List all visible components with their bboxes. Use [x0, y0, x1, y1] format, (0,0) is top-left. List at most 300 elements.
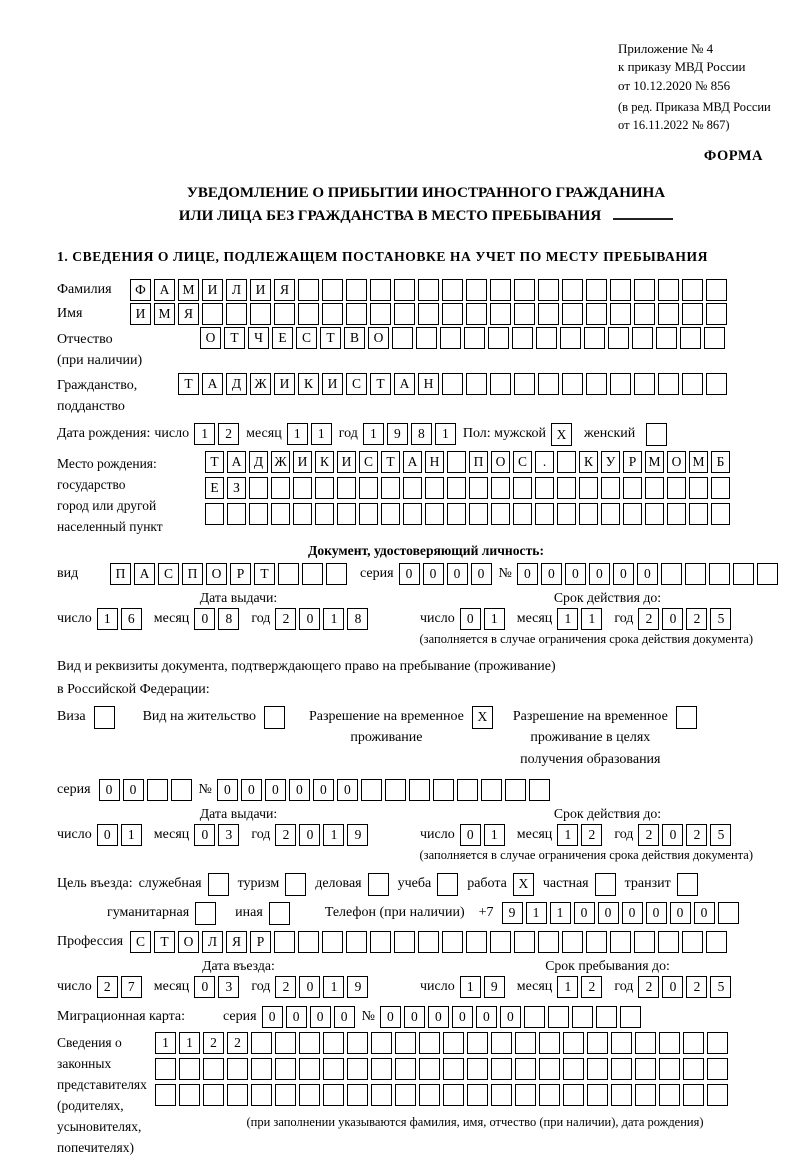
char-box[interactable]: [440, 327, 461, 349]
char-box[interactable]: 0: [310, 1006, 331, 1028]
char-box[interactable]: [203, 1058, 224, 1080]
char-box[interactable]: 0: [334, 1006, 355, 1028]
char-box[interactable]: А: [394, 373, 415, 395]
char-box[interactable]: [302, 563, 323, 585]
char-box[interactable]: А: [403, 451, 422, 473]
char-box[interactable]: [584, 327, 605, 349]
purpose-checkbox-humanitarian[interactable]: [195, 902, 216, 925]
char-box[interactable]: 2: [686, 824, 707, 846]
char-box[interactable]: [227, 503, 246, 525]
char-box[interactable]: Н: [418, 373, 439, 395]
char-box[interactable]: [685, 563, 706, 585]
char-box[interactable]: [403, 477, 422, 499]
char-box[interactable]: 9: [387, 423, 408, 445]
char-box[interactable]: 0: [399, 563, 420, 585]
char-box[interactable]: [443, 1032, 464, 1054]
char-box[interactable]: А: [134, 563, 155, 585]
char-box[interactable]: [371, 1032, 392, 1054]
char-box[interactable]: [395, 1058, 416, 1080]
char-box[interactable]: 2: [638, 608, 659, 630]
char-box[interactable]: 1: [557, 976, 578, 998]
char-box[interactable]: [250, 303, 271, 325]
char-box[interactable]: 2: [638, 976, 659, 998]
char-box[interactable]: [490, 931, 511, 953]
char-box[interactable]: О: [368, 327, 389, 349]
char-box[interactable]: [418, 303, 439, 325]
char-box[interactable]: [395, 1032, 416, 1054]
char-box[interactable]: [326, 563, 347, 585]
char-box[interactable]: 0: [476, 1006, 497, 1028]
char-box[interactable]: [394, 279, 415, 301]
char-box[interactable]: [466, 931, 487, 953]
char-box[interactable]: И: [202, 279, 223, 301]
char-box[interactable]: [659, 1084, 680, 1106]
char-box[interactable]: О: [667, 451, 686, 473]
char-box[interactable]: [611, 1058, 632, 1080]
char-box[interactable]: 2: [686, 976, 707, 998]
char-box[interactable]: 0: [299, 608, 320, 630]
char-box[interactable]: Ч: [248, 327, 269, 349]
char-box[interactable]: [347, 1058, 368, 1080]
purpose-checkbox-other[interactable]: [269, 902, 290, 925]
char-box[interactable]: 1: [323, 824, 344, 846]
char-box[interactable]: [579, 477, 598, 499]
char-box[interactable]: [658, 373, 679, 395]
char-box[interactable]: [513, 503, 532, 525]
char-box[interactable]: Т: [205, 451, 224, 473]
char-box[interactable]: С: [513, 451, 532, 473]
char-box[interactable]: 1: [311, 423, 332, 445]
char-box[interactable]: [293, 477, 312, 499]
char-box[interactable]: Д: [226, 373, 247, 395]
char-box[interactable]: [323, 1032, 344, 1054]
char-box[interactable]: [562, 931, 583, 953]
char-box[interactable]: [586, 279, 607, 301]
char-box[interactable]: [227, 1084, 248, 1106]
char-box[interactable]: [601, 503, 620, 525]
char-box[interactable]: 8: [347, 608, 368, 630]
char-box[interactable]: 0: [471, 563, 492, 585]
char-box[interactable]: 1: [435, 423, 456, 445]
char-box[interactable]: [419, 1084, 440, 1106]
char-box[interactable]: [586, 931, 607, 953]
char-box[interactable]: [442, 931, 463, 953]
char-box[interactable]: Л: [226, 279, 247, 301]
char-box[interactable]: [322, 931, 343, 953]
char-box[interactable]: [491, 1084, 512, 1106]
char-box[interactable]: А: [154, 279, 175, 301]
char-box[interactable]: [347, 1084, 368, 1106]
char-box[interactable]: [560, 327, 581, 349]
char-box[interactable]: 2: [275, 608, 296, 630]
char-box[interactable]: [645, 477, 664, 499]
char-box[interactable]: [337, 503, 356, 525]
char-box[interactable]: [457, 779, 478, 801]
char-box[interactable]: Р: [623, 451, 642, 473]
char-box[interactable]: [661, 563, 682, 585]
char-box[interactable]: [611, 1032, 632, 1054]
char-box[interactable]: [226, 303, 247, 325]
char-box[interactable]: [707, 1032, 728, 1054]
char-box[interactable]: [425, 477, 444, 499]
char-box[interactable]: [323, 1084, 344, 1106]
char-box[interactable]: [464, 327, 485, 349]
char-box[interactable]: 5: [710, 976, 731, 998]
char-box[interactable]: [491, 503, 510, 525]
char-box[interactable]: [467, 1032, 488, 1054]
char-box[interactable]: [155, 1084, 176, 1106]
char-box[interactable]: [610, 373, 631, 395]
char-box[interactable]: О: [178, 931, 199, 953]
char-box[interactable]: [347, 1032, 368, 1054]
char-box[interactable]: [490, 303, 511, 325]
char-box[interactable]: [202, 303, 223, 325]
char-box[interactable]: [704, 327, 725, 349]
char-box[interactable]: [409, 779, 430, 801]
char-box[interactable]: [733, 563, 754, 585]
char-box[interactable]: [706, 373, 727, 395]
char-box[interactable]: [278, 563, 299, 585]
char-box[interactable]: 5: [710, 608, 731, 630]
char-box[interactable]: [271, 477, 290, 499]
char-box[interactable]: 0: [313, 779, 334, 801]
char-box[interactable]: [403, 503, 422, 525]
purpose-checkbox-private[interactable]: [595, 873, 616, 896]
char-box[interactable]: [271, 503, 290, 525]
char-box[interactable]: [557, 451, 576, 473]
char-box[interactable]: [634, 931, 655, 953]
char-box[interactable]: [203, 1084, 224, 1106]
char-box[interactable]: 8: [411, 423, 432, 445]
sex-female-checkbox[interactable]: [646, 423, 667, 446]
char-box[interactable]: Ж: [250, 373, 271, 395]
char-box[interactable]: [315, 503, 334, 525]
char-box[interactable]: [634, 373, 655, 395]
char-box[interactable]: [299, 1058, 320, 1080]
char-box[interactable]: [466, 279, 487, 301]
char-box[interactable]: 0: [662, 824, 683, 846]
char-box[interactable]: 0: [380, 1006, 401, 1028]
char-box[interactable]: [623, 477, 642, 499]
char-box[interactable]: [562, 373, 583, 395]
char-box[interactable]: [155, 1058, 176, 1080]
char-box[interactable]: [513, 477, 532, 499]
char-box[interactable]: Е: [272, 327, 293, 349]
char-box[interactable]: [469, 477, 488, 499]
char-box[interactable]: [442, 303, 463, 325]
char-box[interactable]: 7: [121, 976, 142, 998]
char-box[interactable]: [515, 1058, 536, 1080]
char-box[interactable]: Т: [154, 931, 175, 953]
char-box[interactable]: [293, 503, 312, 525]
char-box[interactable]: [689, 477, 708, 499]
char-box[interactable]: [179, 1084, 200, 1106]
char-box[interactable]: [706, 931, 727, 953]
char-box[interactable]: [515, 1084, 536, 1106]
char-box[interactable]: [682, 931, 703, 953]
char-box[interactable]: [419, 1032, 440, 1054]
char-box[interactable]: 0: [622, 902, 643, 924]
char-box[interactable]: О: [200, 327, 221, 349]
char-box[interactable]: [587, 1058, 608, 1080]
char-box[interactable]: Н: [425, 451, 444, 473]
char-box[interactable]: 0: [598, 902, 619, 924]
char-box[interactable]: С: [130, 931, 151, 953]
char-box[interactable]: [274, 931, 295, 953]
char-box[interactable]: И: [130, 303, 151, 325]
char-box[interactable]: 0: [662, 976, 683, 998]
temp-residence-edu-checkbox[interactable]: [676, 706, 697, 729]
char-box[interactable]: 1: [155, 1032, 176, 1054]
char-box[interactable]: 0: [286, 1006, 307, 1028]
char-box[interactable]: [205, 503, 224, 525]
char-box[interactable]: В: [344, 327, 365, 349]
char-box[interactable]: [586, 303, 607, 325]
char-box[interactable]: 0: [452, 1006, 473, 1028]
char-box[interactable]: 9: [347, 976, 368, 998]
char-box[interactable]: [346, 303, 367, 325]
char-box[interactable]: [658, 279, 679, 301]
char-box[interactable]: [275, 1058, 296, 1080]
char-box[interactable]: [586, 373, 607, 395]
char-box[interactable]: [515, 1032, 536, 1054]
char-box[interactable]: 0: [589, 563, 610, 585]
char-box[interactable]: [645, 503, 664, 525]
char-box[interactable]: [539, 1032, 560, 1054]
purpose-checkbox-business[interactable]: [368, 873, 389, 896]
char-box[interactable]: М: [178, 279, 199, 301]
char-box[interactable]: 2: [275, 824, 296, 846]
char-box[interactable]: [299, 1032, 320, 1054]
char-box[interactable]: [361, 779, 382, 801]
char-box[interactable]: 2: [227, 1032, 248, 1054]
char-box[interactable]: М: [154, 303, 175, 325]
char-box[interactable]: [514, 303, 535, 325]
char-box[interactable]: [251, 1084, 272, 1106]
char-box[interactable]: [370, 279, 391, 301]
sex-male-checkbox[interactable]: X: [551, 423, 572, 446]
char-box[interactable]: 9: [347, 824, 368, 846]
char-box[interactable]: 1: [121, 824, 142, 846]
char-box[interactable]: Д: [249, 451, 268, 473]
char-box[interactable]: [620, 1006, 641, 1028]
char-box[interactable]: 2: [97, 976, 118, 998]
char-box[interactable]: [447, 451, 466, 473]
char-box[interactable]: [171, 779, 192, 801]
char-box[interactable]: 0: [299, 824, 320, 846]
char-box[interactable]: [707, 1058, 728, 1080]
char-box[interactable]: [682, 279, 703, 301]
char-box[interactable]: [275, 1032, 296, 1054]
char-box[interactable]: [337, 477, 356, 499]
char-box[interactable]: 0: [423, 563, 444, 585]
char-box[interactable]: 0: [428, 1006, 449, 1028]
char-box[interactable]: [536, 327, 557, 349]
char-box[interactable]: И: [274, 373, 295, 395]
char-box[interactable]: [535, 477, 554, 499]
char-box[interactable]: [683, 1032, 704, 1054]
char-box[interactable]: Я: [178, 303, 199, 325]
char-box[interactable]: 1: [581, 608, 602, 630]
char-box[interactable]: [706, 303, 727, 325]
char-box[interactable]: [539, 1084, 560, 1106]
char-box[interactable]: [680, 327, 701, 349]
char-box[interactable]: 0: [123, 779, 144, 801]
char-box[interactable]: [535, 503, 554, 525]
char-box[interactable]: [658, 303, 679, 325]
char-box[interactable]: 3: [218, 976, 239, 998]
char-box[interactable]: [634, 303, 655, 325]
char-box[interactable]: О: [491, 451, 510, 473]
char-box[interactable]: Р: [250, 931, 271, 953]
char-box[interactable]: [491, 1058, 512, 1080]
char-box[interactable]: [601, 477, 620, 499]
char-box[interactable]: [635, 1084, 656, 1106]
char-box[interactable]: [443, 1058, 464, 1080]
char-box[interactable]: [433, 779, 454, 801]
char-box[interactable]: 0: [613, 563, 634, 585]
char-box[interactable]: [385, 779, 406, 801]
char-box[interactable]: 1: [557, 608, 578, 630]
char-box[interactable]: [548, 1006, 569, 1028]
char-box[interactable]: [538, 279, 559, 301]
char-box[interactable]: [315, 477, 334, 499]
char-box[interactable]: [447, 477, 466, 499]
char-box[interactable]: [274, 303, 295, 325]
char-box[interactable]: [711, 477, 730, 499]
char-box[interactable]: [529, 779, 550, 801]
char-box[interactable]: [359, 503, 378, 525]
char-box[interactable]: [505, 779, 526, 801]
char-box[interactable]: 1: [460, 976, 481, 998]
char-box[interactable]: 1: [484, 608, 505, 630]
char-box[interactable]: Б: [711, 451, 730, 473]
char-box[interactable]: 9: [502, 902, 523, 924]
char-box[interactable]: [632, 327, 653, 349]
char-box[interactable]: И: [250, 279, 271, 301]
char-box[interactable]: [370, 931, 391, 953]
char-box[interactable]: [481, 779, 502, 801]
char-box[interactable]: Т: [178, 373, 199, 395]
char-box[interactable]: [711, 503, 730, 525]
char-box[interactable]: 0: [637, 563, 658, 585]
char-box[interactable]: 0: [574, 902, 595, 924]
char-box[interactable]: П: [182, 563, 203, 585]
char-box[interactable]: [512, 327, 533, 349]
char-box[interactable]: [563, 1084, 584, 1106]
char-box[interactable]: [251, 1058, 272, 1080]
char-box[interactable]: [562, 303, 583, 325]
char-box[interactable]: [658, 931, 679, 953]
char-box[interactable]: [275, 1084, 296, 1106]
char-box[interactable]: [442, 373, 463, 395]
char-box[interactable]: П: [110, 563, 131, 585]
char-box[interactable]: [610, 279, 631, 301]
char-box[interactable]: [418, 931, 439, 953]
char-box[interactable]: 1: [287, 423, 308, 445]
char-box[interactable]: [538, 373, 559, 395]
char-box[interactable]: [682, 303, 703, 325]
char-box[interactable]: Я: [274, 279, 295, 301]
char-box[interactable]: [514, 279, 535, 301]
char-box[interactable]: [371, 1058, 392, 1080]
char-box[interactable]: 1: [323, 608, 344, 630]
char-box[interactable]: 0: [194, 608, 215, 630]
char-box[interactable]: [298, 279, 319, 301]
char-box[interactable]: [596, 1006, 617, 1028]
char-box[interactable]: [467, 1058, 488, 1080]
char-box[interactable]: С: [158, 563, 179, 585]
char-box[interactable]: 2: [581, 824, 602, 846]
char-box[interactable]: 0: [517, 563, 538, 585]
char-box[interactable]: [322, 279, 343, 301]
visa-checkbox[interactable]: [94, 706, 115, 729]
char-box[interactable]: [249, 503, 268, 525]
char-box[interactable]: [587, 1032, 608, 1054]
char-box[interactable]: О: [206, 563, 227, 585]
purpose-checkbox-work[interactable]: X: [513, 873, 534, 896]
char-box[interactable]: [707, 1084, 728, 1106]
char-box[interactable]: [467, 1084, 488, 1106]
char-box[interactable]: .: [535, 451, 554, 473]
char-box[interactable]: [442, 279, 463, 301]
char-box[interactable]: [370, 303, 391, 325]
char-box[interactable]: [623, 503, 642, 525]
char-box[interactable]: 0: [404, 1006, 425, 1028]
char-box[interactable]: Е: [205, 477, 224, 499]
char-box[interactable]: Л: [202, 931, 223, 953]
char-box[interactable]: [179, 1058, 200, 1080]
char-box[interactable]: У: [601, 451, 620, 473]
char-box[interactable]: М: [689, 451, 708, 473]
char-box[interactable]: [757, 563, 778, 585]
char-box[interactable]: [299, 1084, 320, 1106]
purpose-checkbox-study[interactable]: [437, 873, 458, 896]
char-box[interactable]: 2: [275, 976, 296, 998]
char-box[interactable]: [659, 1032, 680, 1054]
char-box[interactable]: Р: [230, 563, 251, 585]
char-box[interactable]: [667, 477, 686, 499]
char-box[interactable]: [395, 1084, 416, 1106]
char-box[interactable]: [443, 1084, 464, 1106]
char-box[interactable]: [682, 373, 703, 395]
char-box[interactable]: [659, 1058, 680, 1080]
char-box[interactable]: [514, 931, 535, 953]
char-box[interactable]: К: [579, 451, 598, 473]
char-box[interactable]: [227, 1058, 248, 1080]
char-box[interactable]: [371, 1084, 392, 1106]
char-box[interactable]: 0: [262, 1006, 283, 1028]
char-box[interactable]: 0: [694, 902, 715, 924]
char-box[interactable]: [610, 303, 631, 325]
char-box[interactable]: П: [469, 451, 488, 473]
char-box[interactable]: А: [202, 373, 223, 395]
char-box[interactable]: 2: [218, 423, 239, 445]
char-box[interactable]: [381, 503, 400, 525]
char-box[interactable]: [656, 327, 677, 349]
char-box[interactable]: [538, 931, 559, 953]
char-box[interactable]: [425, 503, 444, 525]
char-box[interactable]: 0: [565, 563, 586, 585]
char-box[interactable]: [667, 503, 686, 525]
char-box[interactable]: [147, 779, 168, 801]
char-box[interactable]: И: [337, 451, 356, 473]
char-box[interactable]: [718, 902, 739, 924]
char-box[interactable]: 1: [97, 608, 118, 630]
char-box[interactable]: [683, 1058, 704, 1080]
char-box[interactable]: [635, 1058, 656, 1080]
char-box[interactable]: [634, 279, 655, 301]
